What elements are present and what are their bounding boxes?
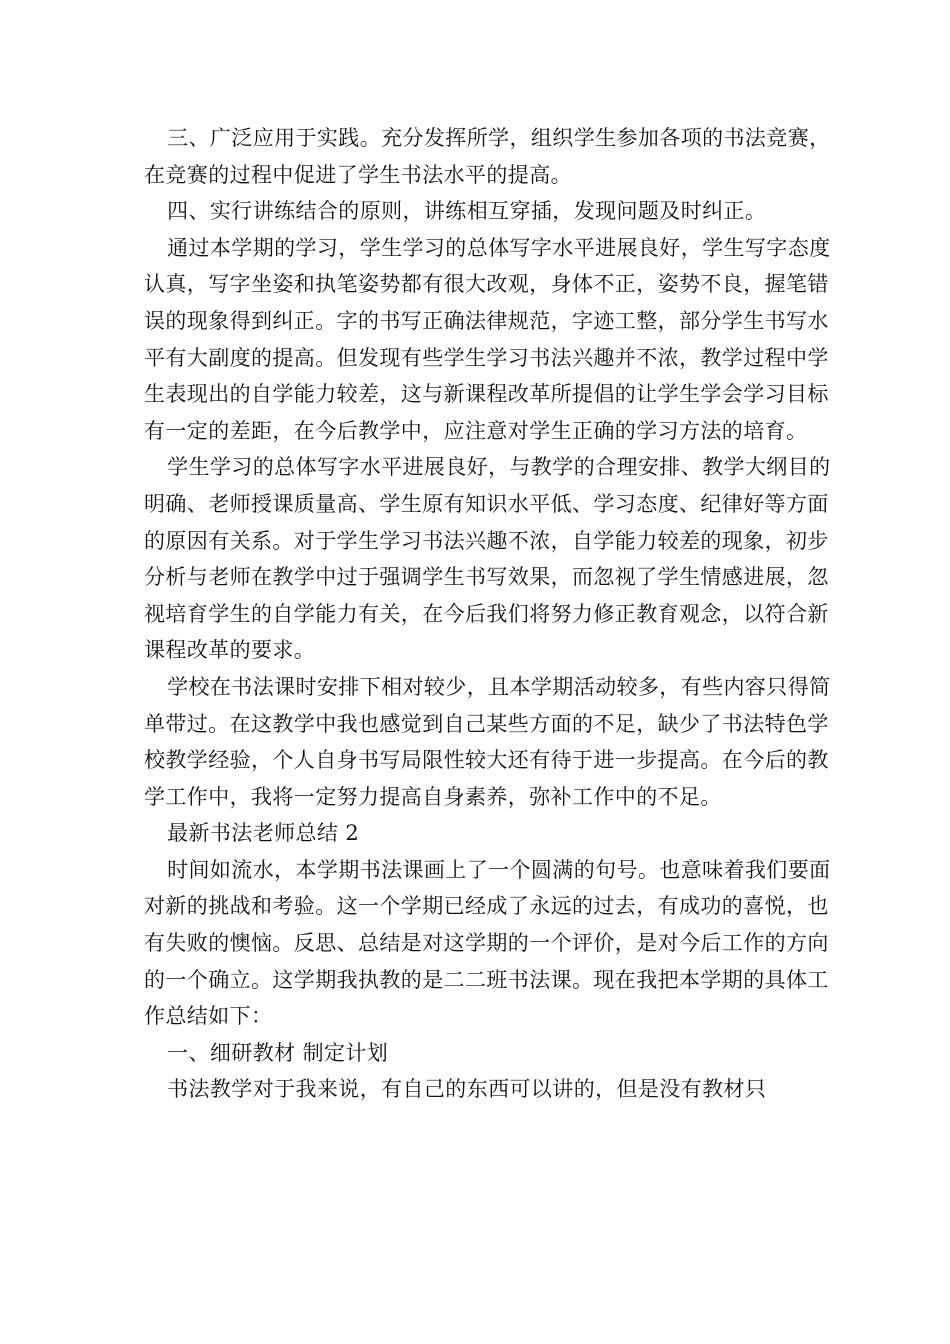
paragraph-semester-results: 通过本学期的学习，学生学习的总体写字水平进展良好，学生写字态度认真，写字坐姿和执笔姿势都有很大改观，身体不正，姿势不良，握笔错误的现象得到纠正。字的书写正确法律规范，字迹工整，部分学生书写水平有大副度的提高。但发现有些学生学习书法兴趣并不浓，教学过程中学生表现出的自学能力较差，这与新课程改革所提倡的让学生学会学习目标有一定的差距，在今后教学中，应注意对学生正确的学习方法的培育。 xyxy=(144,235,831,443)
paragraph-intro-2: 时间如流水，本学期书法课画上了一个圆满的句号。也意味着我们要面对新的挑战和考验。这一个学期已经成了永远的过去，有成功的喜悦，也有失败的懊恼。反思、总结是对这学期的一个评价，是对今后工作的方向的一个确立。这学期我执教的是二二班书法课。现在我把本学期的具体工作总结如下： xyxy=(144,857,831,1029)
paragraph-practice: 三、广泛应用于实践。充分发挥所学，组织学生参加各项的书法竞赛，在竞赛的过程中促进了学生书法水平的提高。 xyxy=(144,126,831,187)
paragraph-teaching-principle: 四、实行讲练结合的原则，讲练相互穿插，发现问题及时纠正。 xyxy=(167,199,767,224)
section-heading-textbook: 一、细研教材 制定计划 xyxy=(167,1040,389,1065)
paragraph-shortcomings: 学校在书法课时安排下相对较少，且本学期活动较多，有些内容只得简单带过。在这教学中我也感觉到自己某些方面的不足，缺少了书法特色学校教学经验，个人自身书写局限性较大还有待于进一步提高。在今后的教学工作中，我将一定努力提高自身素养，弥补工作中的不足。 xyxy=(144,674,831,809)
document-body xyxy=(144,120,834,1108)
paragraph-analysis: 学生学习的总体写字水平进展良好，与教学的合理安排、教学大纲目的明确、老师授课质量高、学生原有知识水平低、学习态度、纪律好等方面的原因有关系。对于学生学习书法兴趣不浓，自学能力较差的现象，初步分析与老师在教学中过于强调学生书写效果，而忽视了学生情感进展，忽视培育学生的自学能力有关，在今后我们将努力修正教育观念，以符合新课程改革的要求。 xyxy=(144,455,831,663)
section-title: 最新书法老师总结 2 xyxy=(167,821,360,846)
paragraph-textbook: 书法教学对于我来说，有自己的东西可以讲的，但是没有教材只 xyxy=(167,1077,767,1102)
